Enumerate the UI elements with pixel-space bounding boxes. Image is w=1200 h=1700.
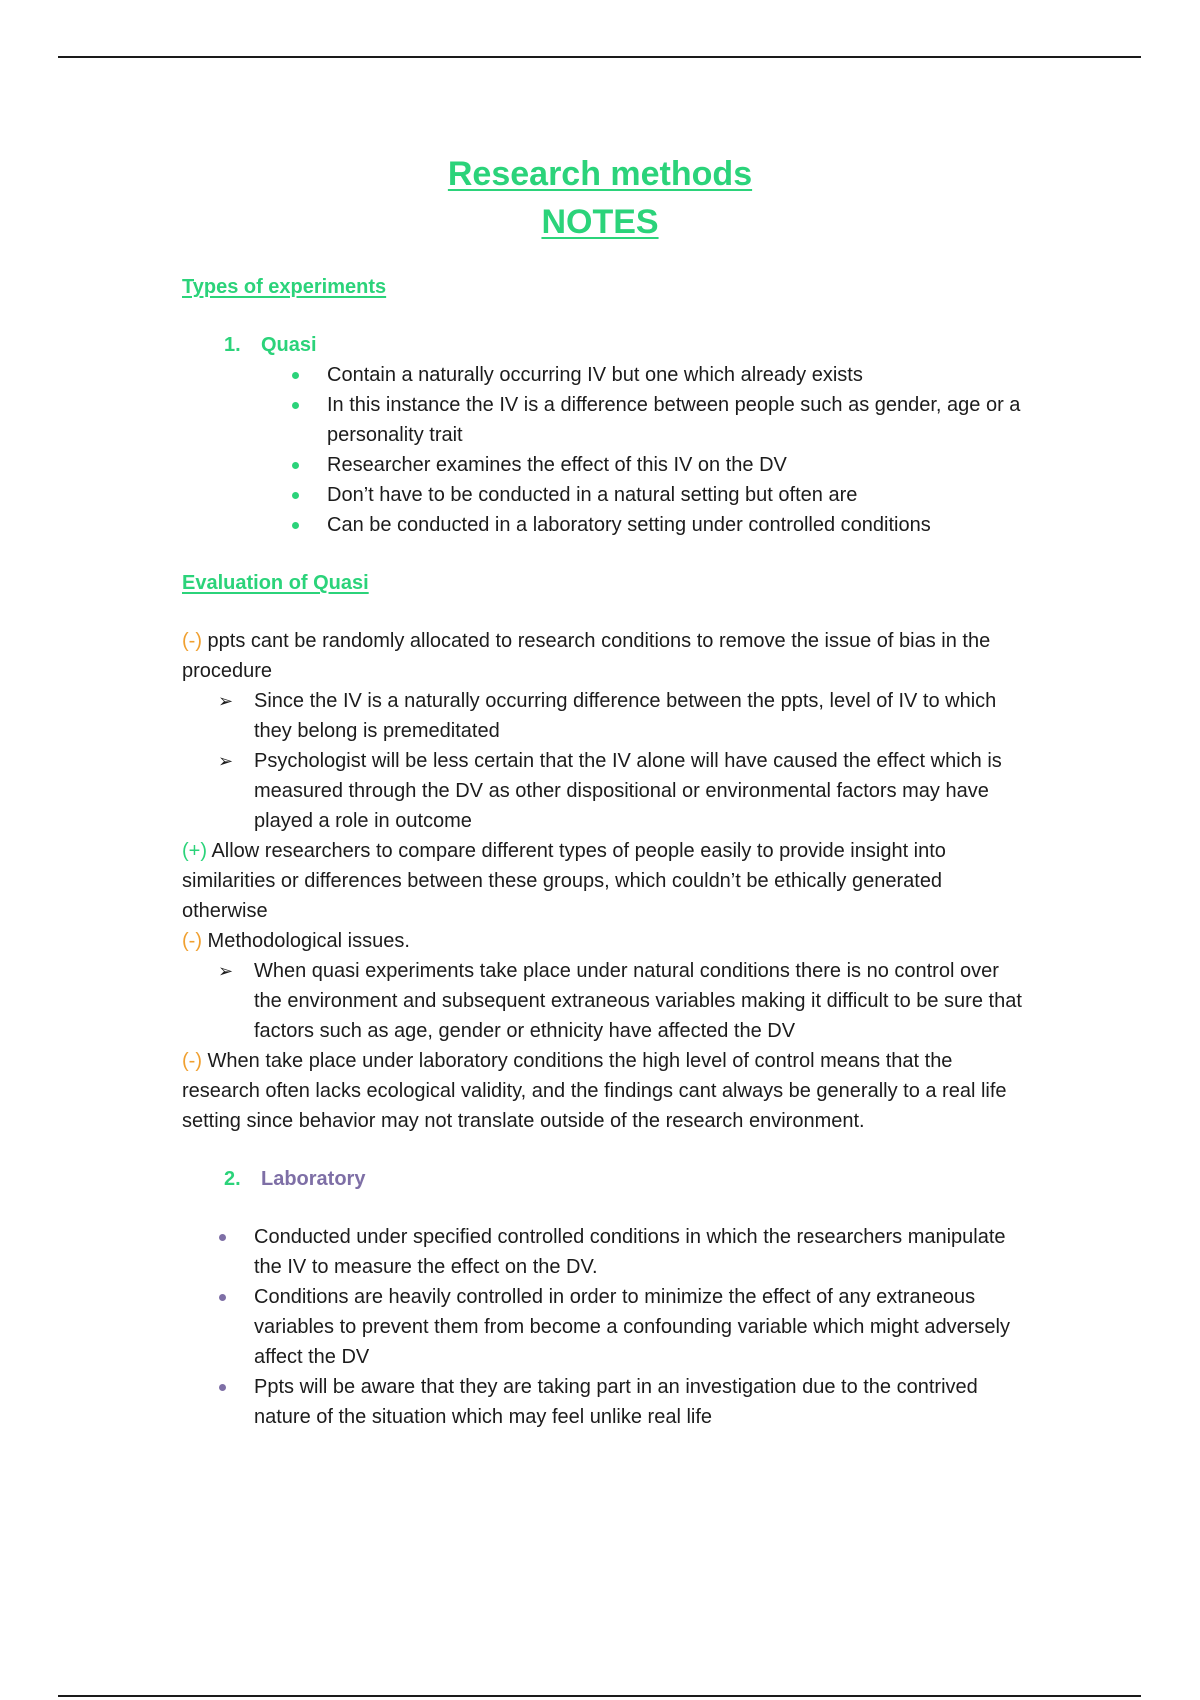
plus-marker: (+): [182, 840, 207, 862]
laboratory-label: Laboratory: [261, 1168, 366, 1190]
minus-marker: (-): [182, 1050, 202, 1072]
bullet-icon: [292, 522, 299, 529]
evaluation-point-1-sublist: [182, 686, 1032, 836]
quasi-bullet-list: [182, 360, 1032, 540]
evaluation-point-3: (-) Methodological issues.: [182, 930, 410, 952]
list-item: ➢ Since the IV is a naturally occurring difference between the ppts, level of IV to which they belong is premeditated: [182, 686, 1032, 746]
minus-marker: (-): [182, 630, 202, 652]
evaluation-heading: Evaluation of Quasi: [182, 572, 369, 594]
arrow-bullet-icon: ➢: [218, 961, 234, 981]
evaluation-point-3-sublist: [182, 956, 1032, 1046]
list-item: Don’t have to be conducted in a natural setting but often are: [182, 480, 1032, 510]
bullet-icon: [292, 372, 299, 379]
bullet-icon: [292, 402, 299, 409]
bullet-icon: [292, 462, 299, 469]
bullet-icon: [219, 1294, 226, 1301]
evaluation-point-1: (-) ppts cant be randomly allocated to research conditions to remove the issue of bias in the procedure: [182, 630, 991, 682]
list-item: Researcher examines the effect of this IV on the DV: [182, 450, 1032, 480]
title-line-1: Research methods: [447, 155, 753, 193]
document-title: [0, 150, 1200, 246]
minus-marker: (-): [182, 930, 202, 952]
list-item: Ppts will be aware that they are taking part in an investigation due to the contrived nature of the situation which may feel unlike real life: [182, 1372, 1032, 1432]
list-item: In this instance the IV is a difference between people such as gender, age or a personality trait: [182, 390, 1032, 450]
quasi-heading: [182, 330, 1032, 360]
bottom-rule: [58, 1695, 1141, 1697]
list-item: Conditions are heavily controlled in order to minimize the effect of any extraneous variables to prevent them from become a confounding variable which might adversely affect the DV: [182, 1282, 1032, 1372]
list-item: Can be conducted in a laboratory setting under controlled conditions: [182, 510, 1032, 540]
document-body: [182, 272, 1032, 1432]
laboratory-heading: [182, 1164, 1032, 1194]
bullet-icon: [292, 492, 299, 499]
bullet-icon: [219, 1384, 226, 1391]
title-line-2: NOTES: [541, 203, 659, 241]
quasi-number: 1.: [224, 334, 241, 356]
list-item: ➢ Psychologist will be less certain that the IV alone will have caused the effect which is measured through the DV as other dispositional or environmental factors may have played a role in outcome: [182, 746, 1032, 836]
quasi-label: Quasi: [261, 334, 317, 356]
top-rule: [58, 56, 1141, 58]
laboratory-number: 2.: [224, 1168, 241, 1190]
types-heading: Types of experiments: [182, 276, 387, 298]
arrow-bullet-icon: ➢: [218, 691, 234, 711]
evaluation-point-2: (+) Allow researchers to compare different types of people easily to provide insight into similarities or differences between these groups, which couldn’t be ethically generated otherwise: [182, 840, 946, 922]
list-item: Conducted under specified controlled conditions in which the researchers manipulate the IV to measure the effect on the DV.: [182, 1222, 1032, 1282]
list-item: ➢ When quasi experiments take place under natural conditions there is no control over the environment and subsequent extraneous variables making it difficult to be sure that factors such as age, gender or ethnicity have affected the DV: [182, 956, 1032, 1046]
bullet-icon: [219, 1234, 226, 1241]
list-item: Contain a naturally occurring IV but one which already exists: [182, 360, 1032, 390]
evaluation-point-4: (-) When take place under laboratory conditions the high level of control means that the research often lacks ecological validity, and the findings cant always be generally to a real life setting since behavior may not translate outside of the research environment.: [182, 1050, 1007, 1132]
laboratory-bullet-list: [182, 1222, 1032, 1432]
arrow-bullet-icon: ➢: [218, 751, 234, 771]
